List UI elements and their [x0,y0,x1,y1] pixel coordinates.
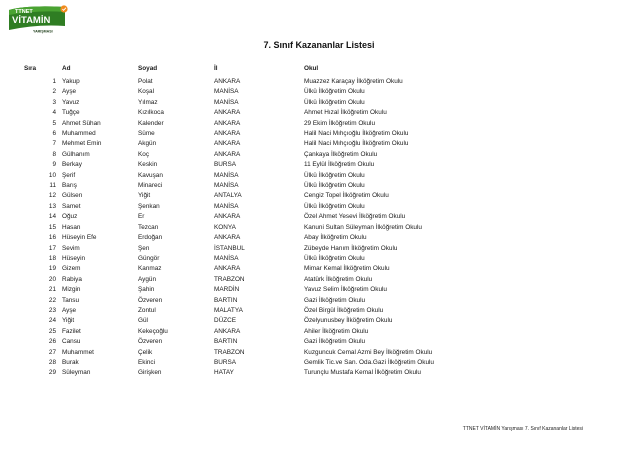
cell-soyad: Aygün [138,275,157,283]
cell-il: MANİSA [214,88,239,96]
logo-brand-top: TTNET [15,9,33,15]
table-row [24,223,604,233]
cell-okul: Özel Ahmet Yesevi İlköğretim Okulu [304,213,406,221]
cell-soyad: Polat [138,78,153,85]
table-row [24,285,604,295]
table-row [24,296,604,306]
table-row [24,316,604,326]
cell-no: 23 [48,306,56,314]
cell-il: TRABZON [214,275,245,283]
cell-no: 11 [49,182,56,190]
table-row [24,77,604,87]
cell-ad: Muhammet [62,348,94,356]
table-row [24,202,604,212]
cell-soyad: Ekinci [138,358,156,366]
table-row [24,254,604,264]
cell-soyad: Koşal [138,88,154,96]
cell-no: 13 [48,202,56,210]
cell-ad: Mizgin [62,286,81,294]
cell-il: TRABZON [214,348,245,356]
cell-ad: Rabiya [62,275,82,283]
cell-soyad: Kanmaz [138,265,162,273]
cell-soyad: Girişken [138,369,162,377]
cell-il: KONYA [214,223,236,231]
header-soyad: Soyad [138,65,158,72]
cell-ad: Mehmet Emin [62,140,102,148]
header-okul: Okul [304,65,319,72]
cell-okul: Kanuni Sultan Süleyman İlköğretim Okulu [304,223,422,231]
cell-soyad: Özveren [138,338,163,346]
cell-okul: 29 Ekim İlköğretim Okulu [304,119,376,127]
cell-okul: Ülkü İlköğretim Okulu [304,98,365,106]
cell-no: 16 [48,234,56,242]
cell-il: DÜZCE [214,317,237,325]
table-row [24,108,604,118]
cell-il: ANKARA [214,234,241,242]
table-row [24,150,604,160]
cell-no: 1 [52,78,56,85]
cell-okul: Gemlik Tic.ve San. Oda.Gazi İlköğretim Okulu [304,358,434,366]
cell-okul: Ülkü İlköğretim Okulu [304,254,365,262]
cell-okul: Ahmet Hızal İlköğretim Okulu [304,109,387,117]
cell-ad: Yiğit [62,317,75,325]
cell-soyad: Şenkan [138,202,160,210]
cell-okul: Kuzguncuk Cemal Azmi Bey İlköğretim Okulu [304,348,433,356]
cell-soyad: Süme [138,130,155,138]
cell-soyad: Kızılkoca [138,109,164,117]
cell-soyad: Güngör [138,254,160,262]
cell-ad: Yakup [62,78,80,85]
cell-soyad: Kekeçoğlu [138,327,168,335]
cell-okul: Halil Naci Mıhçıoğlu İlköğretim Okulu [304,140,409,148]
cell-ad: Samet [62,202,81,210]
cell-ad: Ayşe [62,88,77,96]
cell-no: 8 [52,150,56,158]
header-no: Sıra [24,65,37,72]
table-header-row [24,64,604,77]
cell-okul: Özel Birgül İlköğretim Okulu [304,306,384,314]
cell-okul: Gazi İlköğretim Okulu [304,338,366,346]
cell-no: 19 [48,265,56,273]
cell-no: 2 [52,88,56,96]
cell-no: 22 [48,296,56,304]
cell-il: İSTANBUL [214,244,245,252]
table-row [24,119,604,129]
cell-soyad: Koç [138,150,150,158]
cell-ad: Cansu [62,338,81,346]
cell-il: BURSA [214,161,237,169]
cell-no: 4 [52,109,56,117]
ttnet-vitamin-logo [7,4,69,34]
cell-okul: Halil Naci Mıhçıoğlu İlköğretim Okulu [304,130,409,138]
table-row [24,327,604,337]
cell-no: 24 [48,317,56,325]
cell-il: ANKARA [214,140,241,148]
cell-okul: Cengiz Topel İlköğretim Okulu [304,192,389,200]
cell-soyad: Akgün [138,140,157,148]
cell-okul: Mimar Kemal İlköğretim Okulu [304,265,390,273]
cell-no: 14 [48,213,56,221]
table-row [24,129,604,139]
cell-okul: Ülkü İlköğretim Okulu [304,171,365,179]
cell-il: BURSA [214,358,237,366]
cell-no: 12 [48,192,56,200]
cell-no: 27 [48,348,56,356]
table-row [24,212,604,222]
cell-no: 9 [52,161,56,169]
cell-soyad: Şahin [138,286,155,294]
cell-il: HATAY [214,369,234,377]
cell-il: MANİSA [214,98,239,106]
cell-il: MARDİN [214,286,240,294]
cell-ad: Tansu [62,296,80,304]
cell-ad: Tuğçe [62,109,80,117]
cell-okul: Turunçlu Mustafa Kemal İlköğretim Okulu [304,369,421,377]
table-row [24,233,604,243]
cell-il: ANKARA [214,150,241,158]
cell-soyad: Özveren [138,296,163,304]
cell-no: 29 [48,369,56,377]
cell-okul: Ülkü İlköğretim Okulu [304,88,365,96]
cell-no: 26 [48,338,56,346]
cell-okul: Gazi İlköğretim Okulu [304,296,366,304]
cell-ad: Barış [62,182,77,190]
cell-ad: Süleyman [62,369,91,377]
cell-okul: Ülkü İlköğretim Okulu [304,202,365,210]
table-row [24,244,604,254]
cell-ad: Fazilet [62,327,81,335]
cell-okul: Özelyunusbey İlköğretim Okulu [304,317,393,325]
cell-no: 3 [52,98,56,106]
page-title: 7. Sınıf Kazananlar Listesi [263,40,375,50]
cell-soyad: Şen [138,244,150,252]
cell-ad: Hüseyin Efe [62,234,97,242]
cell-okul: Çankaya İlköğretim Okulu [304,150,378,158]
table-row [24,160,604,170]
cell-no: 18 [48,254,56,262]
cell-il: ANKARA [214,327,241,335]
cell-soyad: Çelik [138,348,153,356]
cell-ad: Berkay [62,161,82,169]
cell-no: 15 [48,223,56,231]
cell-ad: Yavuz [62,98,80,106]
header-ad: Ad [62,65,71,72]
logo-brand-main: VİTAMİN [12,15,51,26]
table-row [24,191,604,201]
table-row [24,87,604,97]
cell-il: BARTIN [214,338,238,346]
table-row [24,171,604,181]
cell-no: 28 [48,358,56,366]
table-row [24,368,604,378]
cell-soyad: Gül [138,317,148,325]
cell-ad: Oğuz [62,213,78,221]
table-row [24,181,604,191]
cell-no: 21 [48,286,56,294]
cell-okul: Yavuz Selim İlköğretim Okulu [304,286,387,294]
cell-soyad: Zontul [138,306,156,314]
cell-no: 5 [52,119,56,127]
cell-ad: Ayşe [62,306,77,314]
cell-soyad: Er [138,213,145,221]
cell-okul: 11 Eylül İlköğretim Okulu [304,161,375,169]
cell-ad: Gülsen [62,192,83,200]
cell-il: ANKARA [214,78,241,85]
table-row [24,275,604,285]
logo-brand-sub: YARIŞMASI [33,29,53,34]
cell-il: MANİSA [214,254,239,262]
cell-ad: Sevim [62,244,80,252]
cell-no: 6 [52,130,56,138]
cell-soyad: Minareci [138,182,163,190]
cell-no: 7 [52,140,56,148]
table-row [24,337,604,347]
cell-soyad: Yiğit [138,192,151,200]
cell-il: ANKARA [214,109,241,117]
cell-ad: Gülhanım [62,150,90,158]
cell-okul: Atatürk İlköğretim Okulu [304,275,373,283]
cell-soyad: Erdoğan [138,234,163,242]
cell-il: MANİSA [214,202,239,210]
cell-no: 20 [48,275,56,283]
cell-soyad: Tezcan [138,223,159,231]
cell-ad: Şerif [62,171,76,179]
cell-no: 17 [48,244,56,252]
table-row [24,358,604,368]
cell-il: MALATYA [214,306,243,314]
cell-il: MANİSA [214,182,239,190]
cell-ad: Muhammed [62,130,96,138]
table-row [24,264,604,274]
header-il: İl [214,65,218,72]
cell-il: BARTIN [214,296,238,304]
cell-il: ANKARA [214,130,241,138]
cell-il: ANTALYA [214,192,242,200]
cell-ad: Gizem [62,265,81,273]
cell-ad: Hasan [62,223,81,231]
cell-okul: Muazzez Karaçay İlköğretim Okulu [304,78,403,85]
table-row [24,139,604,149]
cell-soyad: Keskin [138,161,158,169]
cell-ad: Ahmet Sühan [62,119,101,127]
cell-no: 10 [48,171,56,179]
cell-no: 25 [48,327,56,335]
cell-il: ANKARA [214,119,241,127]
cell-okul: Ülkü İlköğretim Okulu [304,182,365,190]
cell-ad: Hüseyin [62,254,86,262]
table-row [24,306,604,316]
cell-okul: Ahiler İlköğretim Okulu [304,327,369,335]
winners-table [24,64,604,379]
cell-soyad: Yılmaz [138,98,158,106]
cell-il: ANKARA [214,265,241,273]
cell-il: ANKARA [214,213,241,221]
cell-okul: Abay İlköğretim Okulu [304,234,367,242]
footer-text: TTNET VİTAMİN Yarışması 7. Sınıf Kazananlar Listesi [462,426,583,432]
cell-soyad: Kavuşan [138,171,163,179]
table-row [24,348,604,358]
table-row [24,98,604,108]
cell-okul: Zübeyde Hanım İlköğretim Okulu [304,244,398,252]
cell-il: MANİSA [214,171,239,179]
cell-soyad: Kalender [138,119,164,127]
cell-ad: Burak [62,358,79,366]
